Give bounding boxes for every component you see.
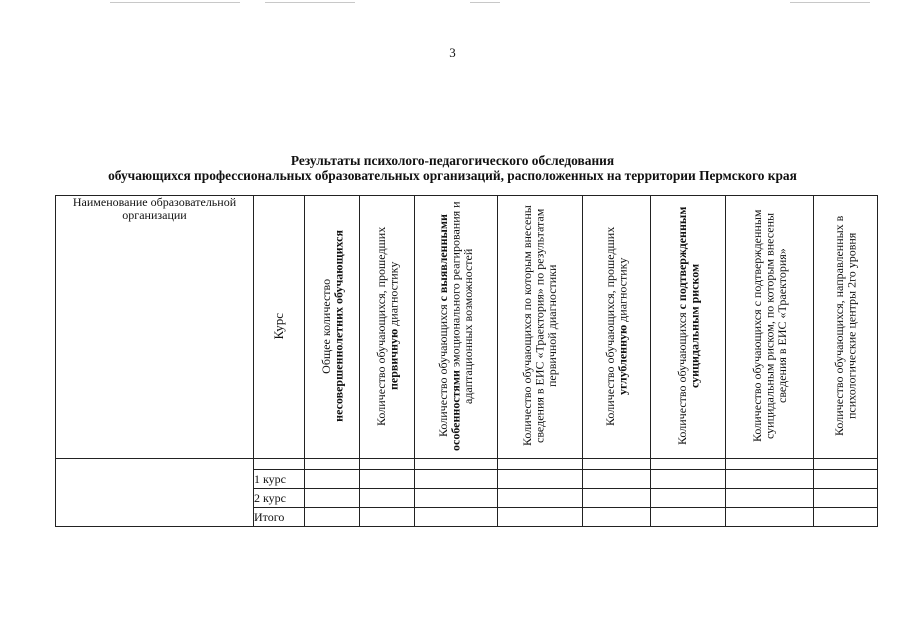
organization-name-cell[interactable] [56,459,254,527]
header-course: Курс [254,196,305,459]
table-cell[interactable] [360,508,415,527]
table-cell[interactable] [360,470,415,489]
total-label: Итого [254,508,305,527]
table-cell[interactable] [498,459,583,470]
table-cell[interactable] [814,489,878,508]
scan-edge-line [790,2,870,3]
header-identified-features: Количество обучающихся с выявленными особенностями эмоционального реагирования и адаптационных возможностей [415,196,498,459]
table-cell[interactable] [360,459,415,470]
header-eis-primary: Количество обучающихся по которым внесены сведения в ЕИС «Траектория» по результатам первичной диагностики [498,196,583,459]
table-cell[interactable] [254,459,305,470]
table-cell[interactable] [415,489,498,508]
page-number: 3 [449,45,456,60]
table-cell[interactable] [498,470,583,489]
course-label: 2 курс [254,489,305,508]
table-cell[interactable] [415,508,498,527]
header-eis-confirmed-risk: Количество обучающихся с подтвержденным суицидальным риском, по которым внесены сведения в ЕИС «Траектория» [726,196,814,459]
course-label: 1 курс [254,470,305,489]
table-cell[interactable] [305,459,360,470]
table-cell[interactable] [583,489,651,508]
table-cell[interactable] [415,470,498,489]
table-cell[interactable] [583,508,651,527]
table-cell[interactable] [360,489,415,508]
table-cell[interactable] [415,459,498,470]
results-table [55,195,878,527]
header-primary-diagnostics: Количество обучающихся, прошедших первичную диагностику [360,196,415,459]
header-in-depth-diagnostics: Количество обучающихся, прошедших углубленную диагностику [583,196,651,459]
table-cell[interactable] [651,508,726,527]
table-cell[interactable] [814,470,878,489]
table-cell[interactable] [814,459,878,470]
title-line-2: обучающихся профессиональных образовательных организаций, расположенных на территории Пермского края [108,168,797,183]
table-cell[interactable] [726,508,814,527]
table-cell[interactable] [651,470,726,489]
table-cell[interactable] [651,459,726,470]
table-cell[interactable] [305,470,360,489]
table-cell[interactable] [305,508,360,527]
table-cell[interactable] [726,489,814,508]
scan-edge-line [470,2,500,3]
table-cell[interactable] [726,470,814,489]
scan-edge-line [265,2,355,3]
table-cell[interactable] [305,489,360,508]
table-cell[interactable] [814,508,878,527]
table-cell[interactable] [498,508,583,527]
header-confirmed-suicide-risk: Количество обучающихся с подтвержденным суицидальным риском [651,196,726,459]
table-cell[interactable] [583,459,651,470]
table-cell[interactable] [651,489,726,508]
header-referred-centers: Количество обучающихся, направленных в психологические центры 2го уровня [814,196,878,459]
table-header-row [56,196,878,459]
header-total-minors: Общее количество несовершеннолетних обучающихся [305,196,360,459]
title-line-1: Результаты психолого-педагогического обследования [290,153,615,168]
scan-edge-line [110,2,240,3]
table-cell[interactable] [583,470,651,489]
document-title [0,153,905,183]
header-organization-name: Наименование образовательной организации [56,196,254,459]
table-cell[interactable] [498,489,583,508]
table-row-spacer [56,459,878,470]
table-cell[interactable] [726,459,814,470]
